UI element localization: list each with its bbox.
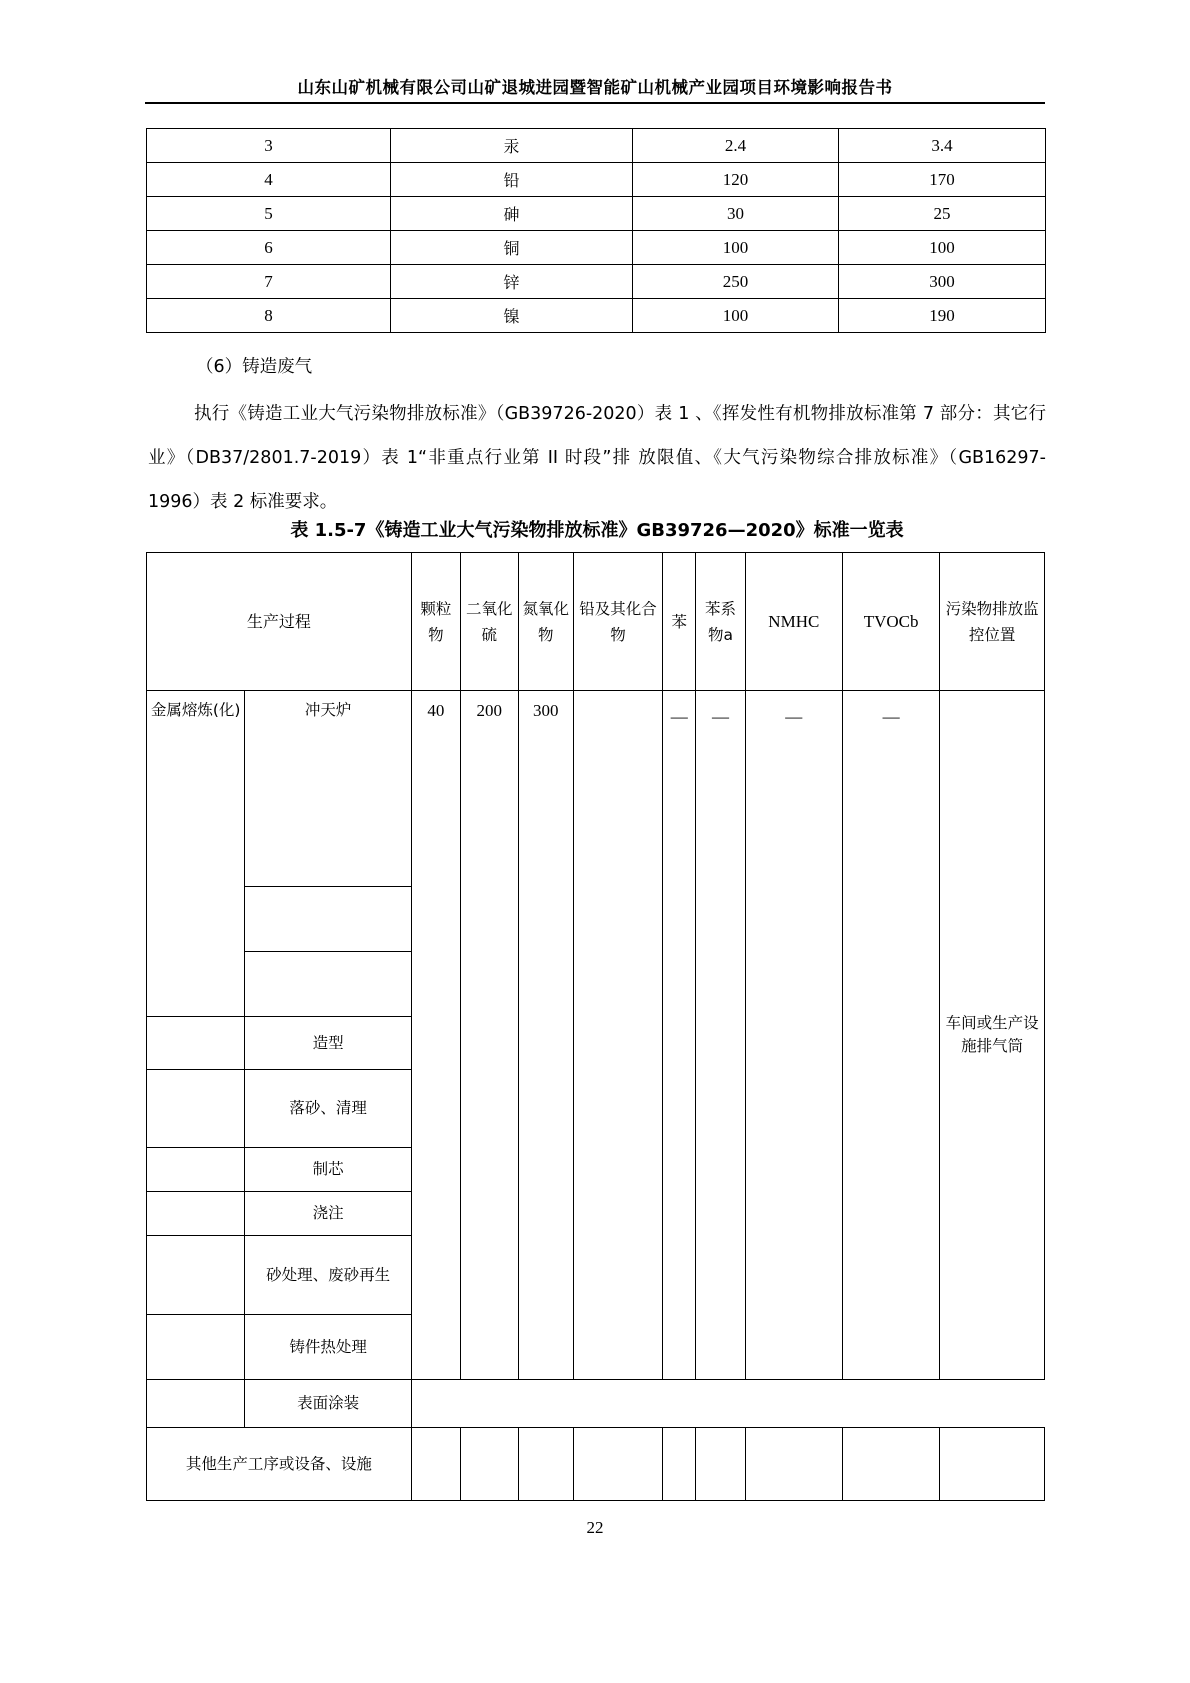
cell-no: 7 [147, 265, 391, 299]
header-tvoc: TVOCb [842, 553, 939, 691]
standards-table [146, 552, 1045, 1501]
table-row [147, 299, 1046, 333]
header-nox: 氮氧化物 [518, 553, 573, 691]
cell-group [147, 1236, 245, 1315]
cell-process-blank [245, 887, 411, 952]
cell-process: 冲天炉 [245, 691, 411, 887]
cell-benzene: — [662, 691, 695, 1380]
cell-value-1: 2.4 [633, 129, 839, 163]
table-row [147, 163, 1046, 197]
cell-benzene-series-blank [696, 1428, 745, 1501]
cell-no: 3 [147, 129, 391, 163]
cell-process-blank [245, 952, 411, 1017]
cell-group [147, 1192, 245, 1236]
cell-value-1: 100 [633, 231, 839, 265]
table-row [147, 197, 1046, 231]
cell-benzene-blank [662, 1428, 695, 1501]
cell-value-1: 250 [633, 265, 839, 299]
cell-value-2: 190 [839, 299, 1046, 333]
cell-no: 6 [147, 231, 391, 265]
header-monitor-location: 污染物排放监控位置 [940, 553, 1045, 691]
cell-process: 浇注 [245, 1192, 411, 1236]
cell-process: 铸件热处理 [245, 1315, 411, 1380]
cell-tvoc-blank [842, 1428, 939, 1501]
cell-name: 汞 [391, 129, 633, 163]
cell-nmhc: — [745, 691, 842, 1380]
cell-value-1: 30 [633, 197, 839, 231]
cell-other-processes: 其他生产工序或设备、设施 [147, 1428, 412, 1501]
metals-table [146, 128, 1046, 333]
cell-value-1: 120 [633, 163, 839, 197]
cell-value-2: 170 [839, 163, 1046, 197]
cell-process: 制芯 [245, 1148, 411, 1192]
section-paragraph: 执行《铸造工业大气污染物排放标准》（GB39726-2020）表 1 、《挥发性有机物排放标准第 7 部分：其它行业》（DB37/2801.7-2019）表 1“非重点行业第 II 时段”排 放限值、《大气污染物综合排放标准》（GB16297- 1996）表 2 标准要求。 [148, 404, 1046, 512]
cell-no: 8 [147, 299, 391, 333]
page-number: 22 [586, 1518, 604, 1537]
header-benzene: 苯 [662, 553, 695, 691]
table-row [147, 1428, 1045, 1501]
cell-group [147, 1380, 245, 1428]
cell-no: 5 [147, 197, 391, 231]
header-so2: 二氧化硫 [460, 553, 518, 691]
cell-value-2: 3.4 [839, 129, 1046, 163]
cell-group-metal-melting: 金属熔炼(化) [147, 691, 245, 1017]
table-row [147, 129, 1046, 163]
cell-so2-blank [460, 1428, 518, 1501]
cell-lead [574, 691, 663, 1380]
table-row [147, 691, 1045, 887]
cell-name: 锌 [391, 265, 633, 299]
cell-no: 4 [147, 163, 391, 197]
table-header-row [147, 553, 1045, 691]
header-lead: 铅及其化合物 [574, 553, 663, 691]
page-header: 山东山矿机械有限公司山矿退城进园暨智能矿山机械产业园项目环境影响报告书 [297, 78, 893, 97]
cell-group [147, 1315, 245, 1380]
table-row [147, 265, 1046, 299]
header-divider [145, 102, 1045, 104]
header-process: 生产过程 [147, 553, 412, 691]
section-heading: （6）铸造废气 [196, 357, 313, 377]
table-caption: 表 1.5-7《铸造工业大气污染物排放标准》GB39726—2020》标准一览表 [290, 520, 904, 541]
cell-so2: 200 [460, 691, 518, 1380]
cell-process: 落砂、清理 [245, 1070, 411, 1148]
cell-nox-blank [518, 1428, 573, 1501]
cell-benzene-series: — [696, 691, 745, 1380]
header-benzene-series: 苯系物a [696, 553, 745, 691]
table-row [147, 1380, 1045, 1428]
cell-monitor-location: 车间或生产设施排气筒 [940, 691, 1045, 1380]
cell-value-1: 100 [633, 299, 839, 333]
cell-particulate-blank [411, 1428, 460, 1501]
cell-group [147, 1148, 245, 1192]
cell-nox: 300 [518, 691, 573, 1380]
cell-process: 砂处理、废砂再生 [245, 1236, 411, 1315]
header-particulate: 颗粒物 [411, 553, 460, 691]
cell-monitor-blank [940, 1428, 1045, 1501]
cell-value-2: 25 [839, 197, 1046, 231]
cell-particulate: 40 [411, 691, 460, 1380]
cell-name: 铜 [391, 231, 633, 265]
header-nmhc: NMHC [745, 553, 842, 691]
cell-value-2: 300 [839, 265, 1046, 299]
cell-process: 造型 [245, 1017, 411, 1070]
cell-group [147, 1017, 245, 1070]
cell-group [147, 1070, 245, 1148]
cell-process: 表面涂装 [245, 1380, 411, 1428]
cell-value-2: 100 [839, 231, 1046, 265]
cell-lead-blank [574, 1428, 663, 1501]
cell-tvoc: — [842, 691, 939, 1380]
cell-name: 铅 [391, 163, 633, 197]
cell-nmhc-blank [745, 1428, 842, 1501]
cell-name: 砷 [391, 197, 633, 231]
table-row [147, 231, 1046, 265]
cell-name: 镍 [391, 299, 633, 333]
